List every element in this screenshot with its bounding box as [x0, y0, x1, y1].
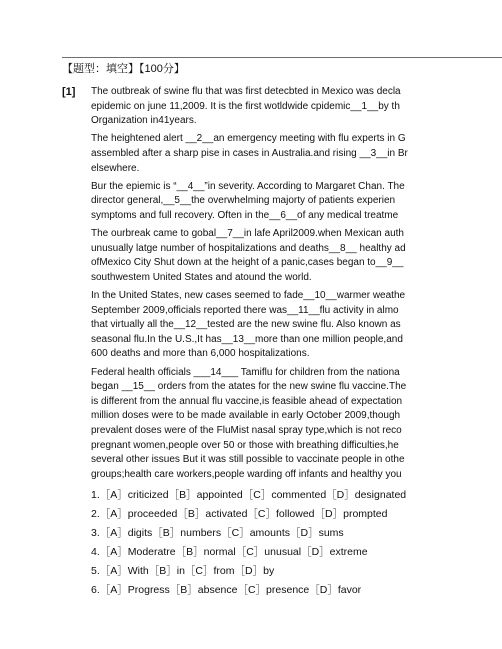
answer-option-2: 2.［A］proceeded［B］activated［C］followed［D］prompted — [91, 508, 388, 520]
question-number: [1] — [62, 86, 76, 98]
passage-line: The heightened alert __2__an emergency meeting with flu experts in G — [91, 133, 406, 145]
question-body — [91, 85, 502, 600]
passage-line: million doses were to be made available in early October 2009,though — [91, 410, 401, 422]
answer-options — [91, 486, 502, 600]
passage-paragraph-1 — [91, 85, 502, 129]
passage-line: prevalent doses were of the FluMist nasal spray type,which is not reco — [91, 425, 402, 437]
passage-line: several other issues But it was still possible to vaccinate people in othe — [91, 454, 405, 466]
passage-paragraph-6 — [91, 366, 502, 483]
passage-line: ofMexico City Shut down at the height of a panic,cases began to__9__ — [91, 257, 404, 269]
question-type-header: 【题型：填空】【100分】 — [62, 63, 185, 75]
passage-line: Bur the epiemic is “__4__”in severity. According to Margaret Chan. The — [91, 180, 405, 192]
passage-line: unusually latge number of hospitalizations and deaths__8__ healthy ad — [91, 242, 406, 254]
passage-line: southwestem United States and atound the world. — [91, 271, 312, 283]
passage-line: Organization in41years. — [91, 115, 197, 127]
passage-paragraph-4 — [91, 227, 502, 285]
passage-paragraph-5 — [91, 289, 502, 362]
passage-line: In the United States, new cases seemed to fade__10__warmer weathe — [91, 290, 406, 302]
passage-line: 600 deaths and more than 6,000 hospitalizations. — [91, 348, 310, 360]
answer-option-4: 4.［A］Moderatre［B］normal［C］unusual［D］extreme — [91, 546, 368, 558]
passage-line: symptoms and full recovery. Often in the__6__of any medical treatme — [91, 209, 399, 221]
passage-paragraph-2 — [91, 132, 502, 176]
passage-line: elsewhere. — [91, 162, 140, 174]
passage-line: Federal health officials ___14___ Tamiflu for children from the nationa — [91, 366, 400, 378]
passage-line: began __15__ orders from the atates for the new swine flu vaccine.The — [91, 381, 407, 393]
passage-line: pregnant women,people over 50 or those with breathing difficulties,he — [91, 439, 399, 451]
passage-line: assembled after a sharp pise in cases in Australia.and rising __3__in Br — [91, 147, 408, 159]
passage-line: that virtually all the__12__tested are the new swine flu. Also known as — [91, 319, 401, 331]
passage-line: seasonal flu.In the U.S.,It has__13__more than one million people,and — [91, 333, 403, 345]
answer-option-5: 5.［A］With［B］in［C］from［D］by — [91, 565, 275, 577]
passage-line: epidemic on june 11,2009. It is the first wotldwide cpidemic__1__by th — [91, 100, 400, 112]
answer-option-3: 3.［A］digits［B］numbers［C］amounts［D］sums — [91, 527, 344, 539]
passage-line: The ourbreak came to gobal__7__in lafe April2009.when Mexican auth — [91, 228, 404, 240]
passage-line: is different from the annual flu vaccine,is feasible ahead of expectation — [91, 395, 403, 407]
passage-line: director general,__5__the overwhelming majorty of patients experien — [91, 195, 396, 207]
passage-paragraph-3 — [91, 180, 502, 224]
passage-line: The outbreak of swine flu that was first detecbted in Mexico was decla — [91, 86, 401, 97]
header-rule — [62, 57, 502, 58]
passage-line: September 2009,officials reported there was__11__flu activity in almo — [91, 304, 399, 316]
passage-line: groups;health care workers,people warding off infants and healthy you — [91, 468, 402, 480]
answer-option-6: 6.［A］Progress［B］absence［C］presence［D］favor — [91, 584, 362, 596]
answer-option-1: 1.［A］criticized［B］appointed［C］commented［D］designated — [91, 489, 407, 501]
